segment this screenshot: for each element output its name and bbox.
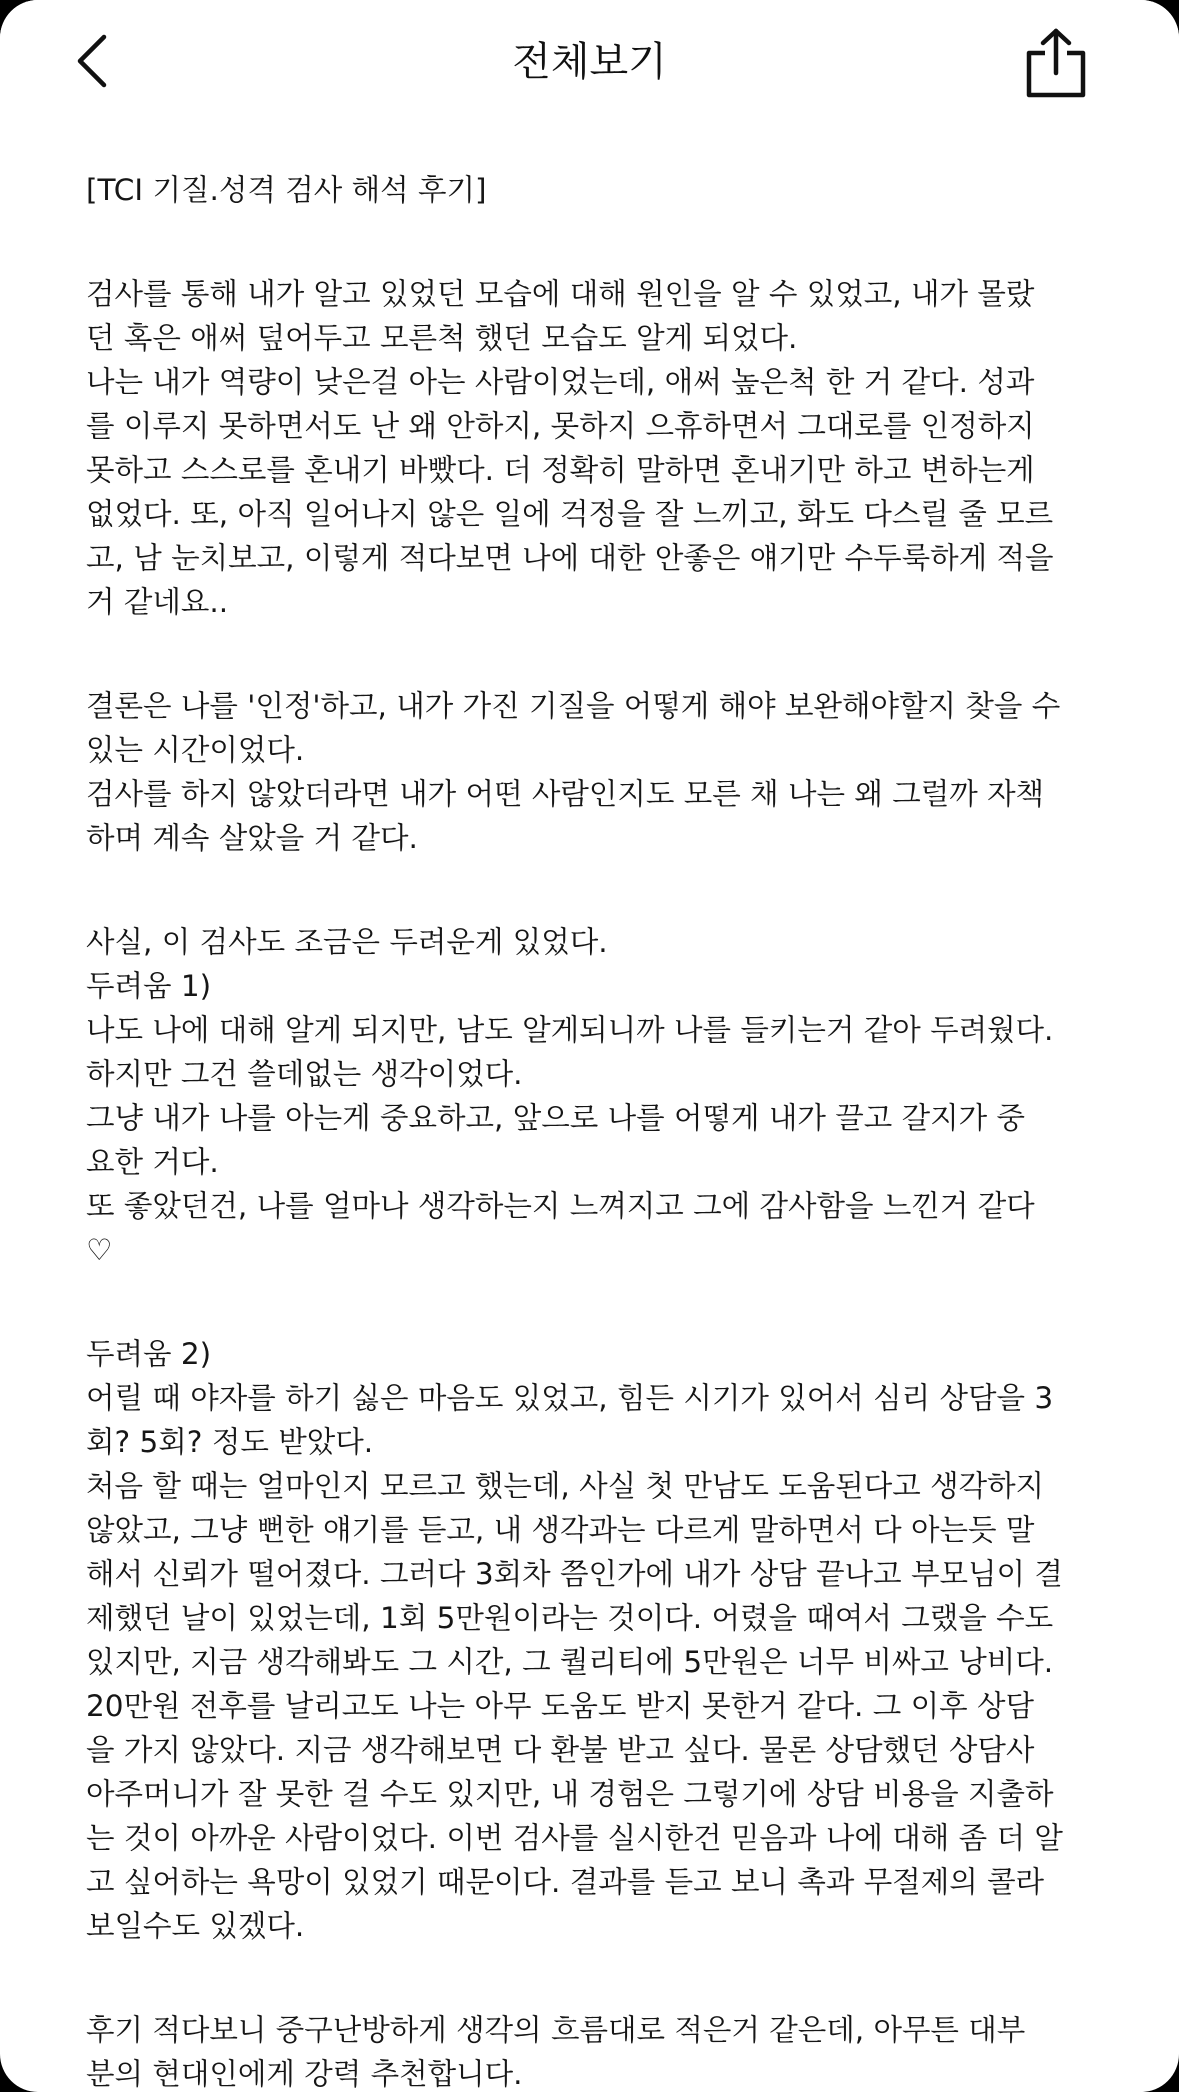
text-line: 없었다. 또, 아직 일어나지 않은 일에 걱정을 잘 느끼고, 화도 다스릴 줄 모르 [86, 497, 1054, 531]
text-line: 후기 적다보니 중구난방하게 생각의 흐름대로 적은거 같은데, 아무튼 대부 [86, 2013, 1026, 2047]
text-line: 보일수도 있겠다. [86, 1909, 305, 1943]
text-line: 처음 할 때는 얼마인지 모르고 했는데, 사실 첫 만남도 도움된다고 생각하지 [86, 1469, 1045, 1503]
text-line: 두려움 1) [86, 969, 212, 1003]
text-line: 제했던 날이 있었는데, 1회 5만원이라는 것이다. 어렸을 때여서 그랬을 수도 [86, 1601, 1054, 1635]
paragraph [86, 272, 1086, 624]
text-line: 거 같네요.. [86, 585, 229, 619]
paragraph [86, 684, 1086, 860]
text-line: 을 가지 않았다. 지금 생각해보면 다 환불 받고 싶다. 물론 상담했던 상담사 [86, 1733, 1035, 1767]
article-body [86, 168, 1086, 2092]
paragraph [86, 920, 1086, 1272]
text-line: 고 싶어하는 욕망이 있었기 때문이다. 결과를 듣고 보니 촉과 무절제의 콜라 [86, 1865, 1045, 1899]
text-line: 그냥 내가 나를 아는게 중요하고, 앞으로 나를 어떻게 내가 끌고 갈지가 중 [86, 1101, 1025, 1135]
paragraph-gap [86, 212, 1086, 272]
text-line: 는 것이 아까운 사람이었다. 이번 검사를 실시한건 믿음과 나에 대해 좀 더 알 [86, 1821, 1063, 1855]
text-line: 또 좋았던건, 나를 얼마나 생각하는지 느껴지고 그에 감사함을 느낀거 같다 [86, 1189, 1035, 1223]
text-line: 검사를 통해 내가 알고 있었던 모습에 대해 원인을 알 수 있었고, 내가 몰랐 [86, 277, 1035, 311]
share-button[interactable] [1018, 22, 1094, 104]
text-line: 하지만 그건 쓸데없는 생각이었다. [86, 1057, 523, 1091]
text-line: 어릴 때 야자를 하기 싫은 마음도 있었고, 힘든 시기가 있어서 심리 상담을 3 [86, 1381, 1054, 1415]
text-line: 두려움 2) [86, 1337, 212, 1371]
text-line: 사실, 이 검사도 조금은 두려운게 있었다. [86, 925, 608, 959]
text-line: 20만원 전후를 날리고도 나는 아무 도움도 받지 못한거 같다. 그 이후 상담 [86, 1689, 1034, 1723]
text-line: 분의 현대인에게 강력 추천합니다. [86, 2057, 523, 2091]
text-line: 아주머니가 잘 못한 걸 수도 있지만, 내 경험은 그렇기에 상담 비용을 지출하 [86, 1777, 1054, 1811]
text-line: 결론은 나를 '인정'하고, 내가 가진 기질을 어떻게 해야 보완해야할지 찾을 수 [86, 689, 1061, 723]
paragraph [86, 2008, 1086, 2092]
text-line: 않았고, 그냥 뻔한 얘기를 듣고, 내 생각과는 다르게 말하면서 다 아는듯 말 [86, 1513, 1035, 1547]
text-line: 있는 시간이었다. [86, 733, 305, 767]
text-line: 나는 내가 역량이 낮은걸 아는 사람이었는데, 애써 높은척 한 거 같다. 성과 [86, 365, 1035, 399]
paragraph-gap [86, 1948, 1086, 2008]
paragraph [86, 1332, 1086, 1948]
text-line: 고, 남 눈치보고, 이렇게 적다보면 나에 대한 안좋은 얘기만 수두룩하게 적을 [86, 541, 1054, 575]
text-line: ♡ [86, 1233, 113, 1267]
paragraph-gap [86, 860, 1086, 920]
text-line: 검사를 하지 않았더라면 내가 어떤 사람인지도 모른 채 나는 왜 그럴까 자책 [86, 777, 1045, 811]
text-line: 해서 신뢰가 떨어졌다. 그러다 3회차 쯤인가에 내가 상담 끝나고 부모님이 결 [86, 1557, 1063, 1591]
share-icon [1023, 27, 1089, 99]
text-line: 못하고 스스로를 혼내기 바빴다. 더 정확히 말하면 혼내기만 하고 변하는게 [86, 453, 1035, 487]
text-line: [TCI 기질.성격 검사 해석 후기] [86, 173, 487, 207]
text-line: 던 혹은 애써 덮어두고 모른척 했던 모습도 알게 되었다. [86, 321, 798, 355]
text-line: 회? 5회? 정도 받았다. [86, 1425, 374, 1459]
paragraph-gap [86, 624, 1086, 684]
text-line: 있지만, 지금 생각해봐도 그 시간, 그 퀄리티에 5만원은 너무 비싸고 낭비다. [86, 1645, 1054, 1679]
text-line: 하며 계속 살았을 거 같다. [86, 821, 418, 855]
text-line: 를 이루지 못하면서도 난 왜 안하지, 못하지 으휴하면서 그대로를 인정하지 [86, 409, 1035, 443]
text-line: 요한 거다. [86, 1145, 219, 1179]
paragraph [86, 168, 1086, 212]
header-bar [0, 0, 1179, 130]
page-title: 전체보기 [512, 39, 667, 85]
text-line: 나도 나에 대해 알게 되지만, 남도 알게되니까 나를 들키는거 같아 두려웠다. [86, 1013, 1054, 1047]
paragraph-gap [86, 1272, 1086, 1332]
